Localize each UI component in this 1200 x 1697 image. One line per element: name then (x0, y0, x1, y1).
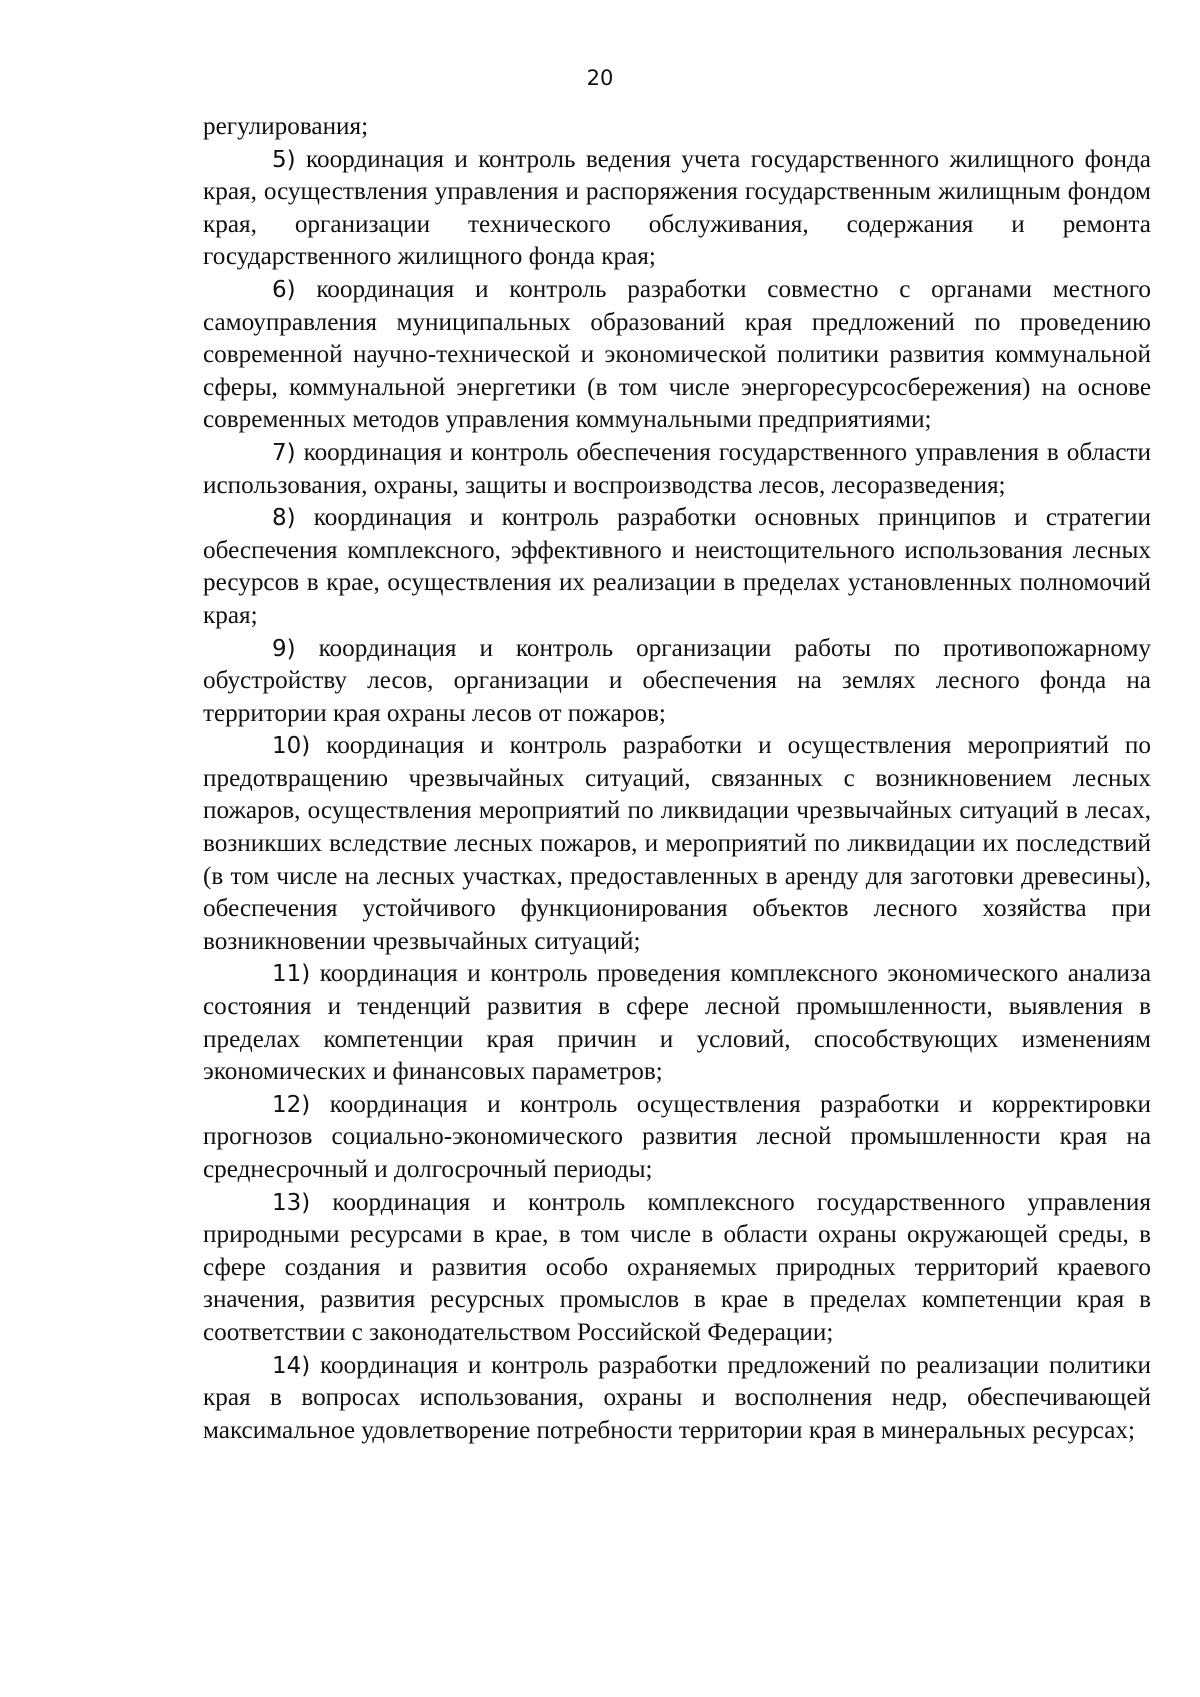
item-text: координация и контроль разработки совместно с органами местного самоуправления муниципальных образований края предложений по проведению современной научно-технической и экономической политики развития коммунальной сферы, коммунальной энергетики (в том числе энергоресурсосбережения) на основе современных методов управления коммунальными предприятиями; (203, 275, 1151, 434)
item-number: 13) (272, 1189, 311, 1216)
item-number: 6) (272, 276, 296, 303)
item-text: координация и контроль разработки и осуществления мероприятий по предотвращению чрезвычайных ситуаций, связанных с возникновением лесных пожаров, осуществления мероприятий по ликвидации чрезвычайных ситуаций в лесах, возникших вследствие лесных пожаров, и мероприятий по ликвидации их последствий (в том числе на лесных участках, предоставленных в аренду для заготовки древесины), обеспечения устойчивого функционирования объектов лесного хозяйства при возникновении чрезвычайных ситуаций; (203, 732, 1151, 955)
list-item-5 (203, 144, 1151, 274)
item-number: 11) (272, 961, 311, 988)
list-item-6 (203, 274, 1151, 437)
document-body (203, 111, 1151, 1447)
item-text: координация и контроль комплексного государственного управления природными ресурсами в крае, в том числе в области охраны окружающей среды, в сфере создания и развития особо охраняемых природных территорий краевого значения, развития ресурсных промыслов в крае в пределах компетенции края в соответствии с законодательством Российской Федерации; (203, 1188, 1151, 1346)
list-item-12 (203, 1089, 1151, 1187)
item-text: координация и контроль проведения комплексного экономического анализа состояния и тенденций развития в сфере лесной промышленности, выявления в пределах компетенции края причин и условий, способствующих изменениям экономических и финансовых параметров; (203, 960, 1151, 1086)
continuation-paragraph: регулирования; (203, 113, 369, 140)
item-number: 9) (272, 635, 296, 662)
item-text: координация и контроль ведения учета государственного жилищного фонда края, осуществления управления и распоряжения государственным жилищным фондом края, организации технического обслуживания, содержания и ремонта государственного жилищного фонда края; (203, 145, 1151, 271)
item-text: координация и контроль обеспечения государственного управления в области использования, охраны, защиты и воспроизводства лесов, лесоразведения; (203, 438, 1151, 499)
list-item-9 (203, 633, 1151, 731)
item-number: 10) (272, 733, 311, 760)
page-number: 20 (586, 66, 614, 90)
list-item-7 (203, 437, 1151, 502)
item-number: 14) (272, 1352, 311, 1379)
list-item-14 (203, 1350, 1151, 1448)
item-number: 8) (272, 505, 296, 532)
item-text: координация и контроль организации работы по противопожарному обустройству лесов, организации и обеспечения на землях лесного фонда на территории края охраны лесов от пожаров; (203, 634, 1151, 727)
list-item-8 (203, 502, 1151, 632)
item-text: координация и контроль разработки основных принципов и стратегии обеспечения комплексного, эффективного и неистощительного использования лесных ресурсов в крае, осуществления их реализации в пределах установленных полномочий края; (203, 504, 1151, 629)
list-item-13 (203, 1187, 1151, 1350)
item-text: координация и контроль разработки предложений по реализации политики края в вопросах использования, охраны и восполнения недр, обеспечивающей максимальное удовлетворение потребности территории края в минеральных ресурсах; (203, 1351, 1151, 1444)
list-item-10 (203, 730, 1151, 958)
item-text: координация и контроль осуществления разработки и корректировки прогнозов социально-экономического развития лесной промышленности края на среднесрочный и долгосрочный периоды; (203, 1090, 1151, 1183)
list-item-11 (203, 958, 1151, 1088)
item-number: 7) (272, 439, 296, 466)
item-number: 5) (272, 146, 296, 173)
item-number: 12) (272, 1091, 311, 1118)
